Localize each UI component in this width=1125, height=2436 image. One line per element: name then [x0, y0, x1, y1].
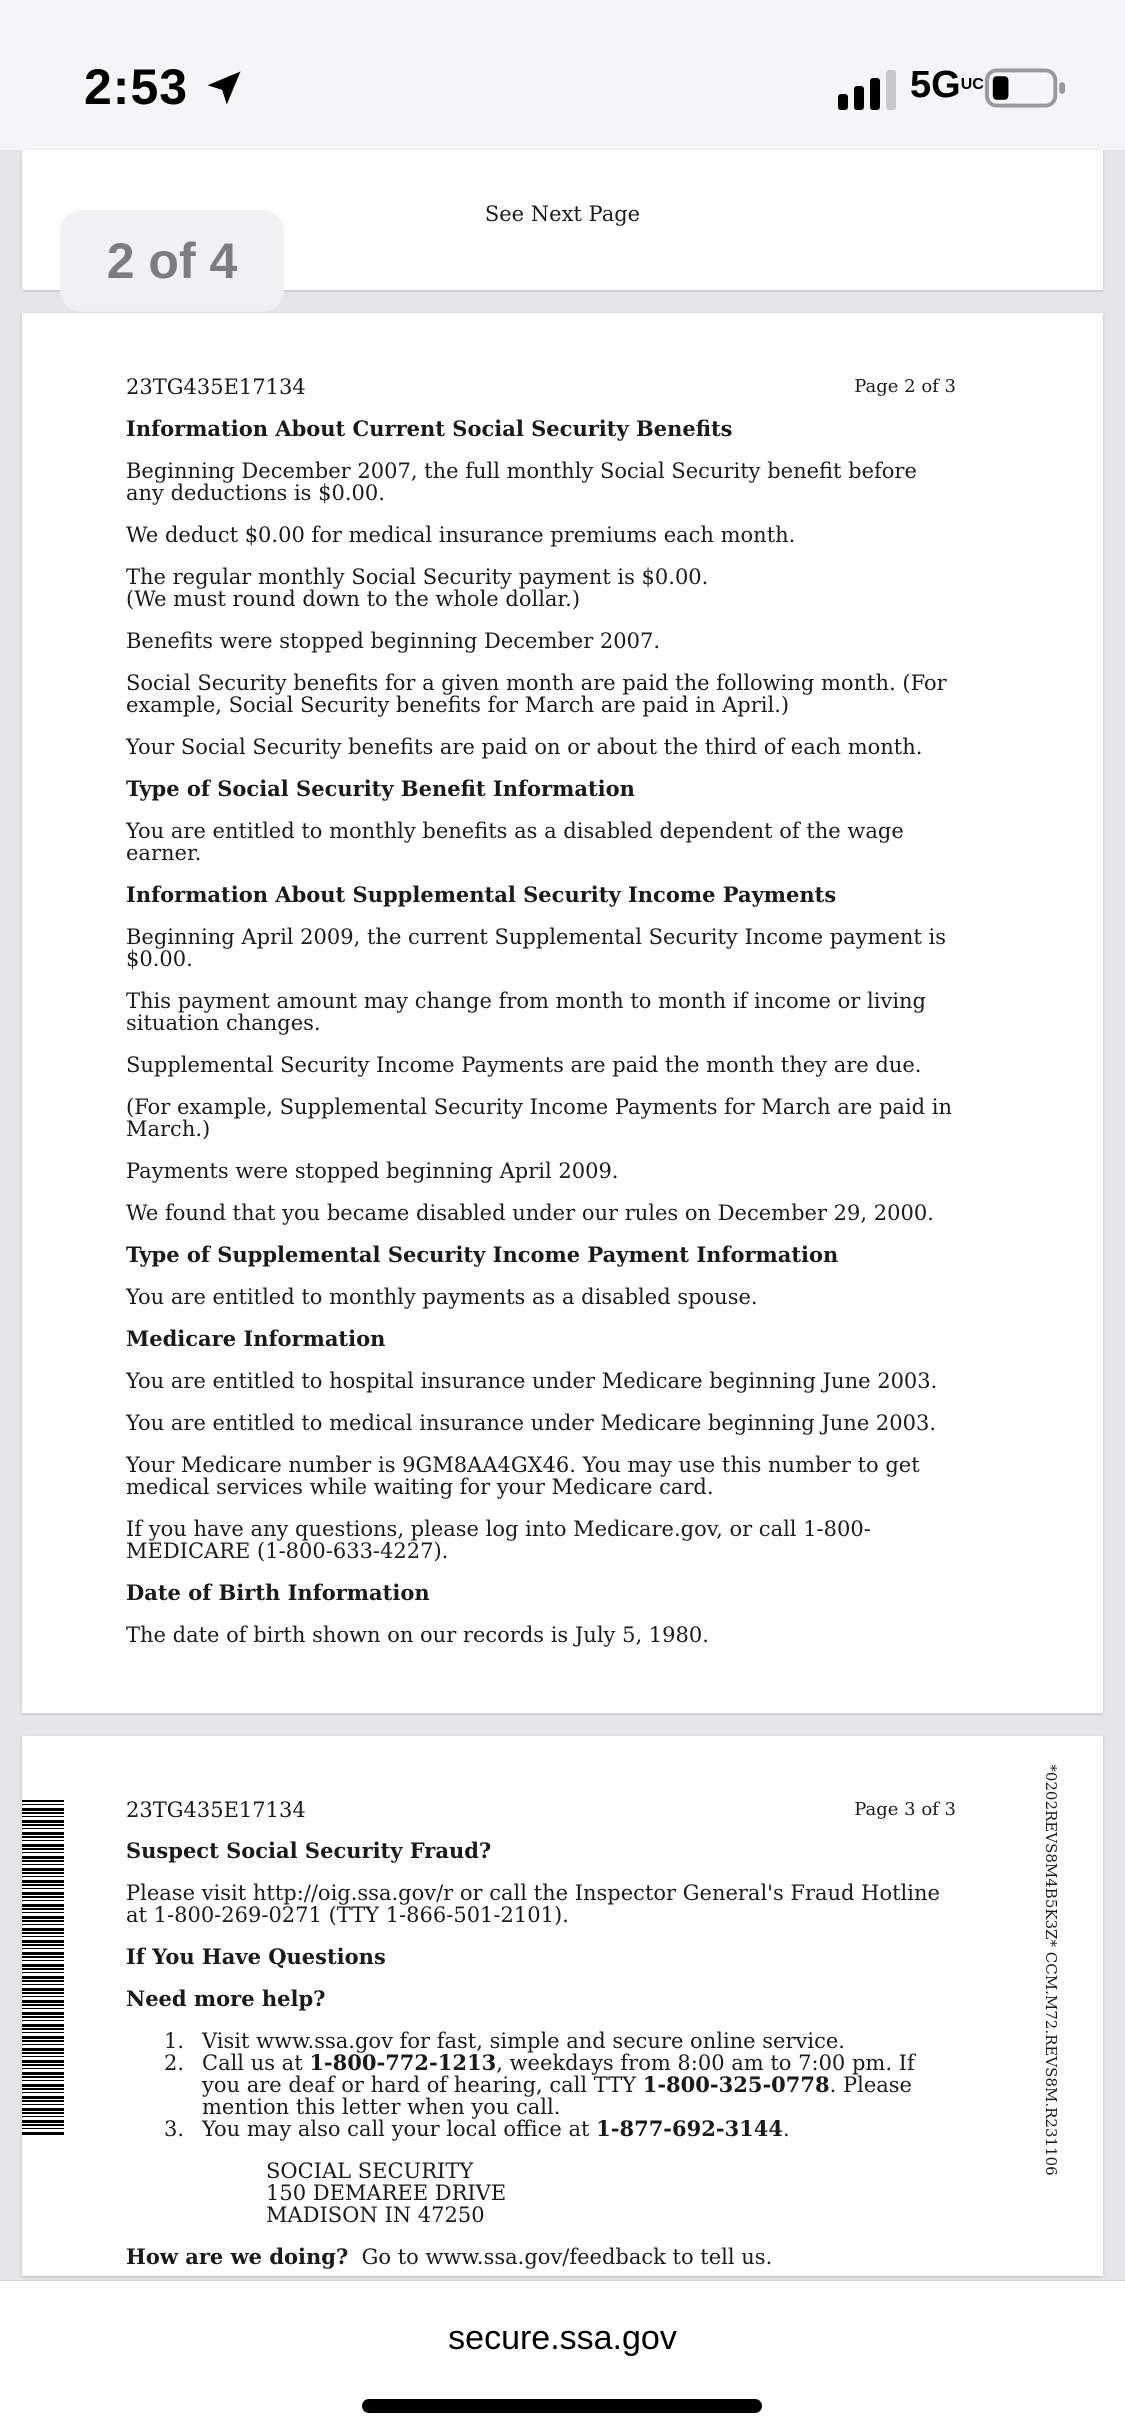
- battery-icon: [985, 68, 1067, 108]
- section-heading: Date of Birth Information: [126, 1580, 430, 1605]
- questions-heading: If You Have Questions: [126, 1944, 386, 1969]
- local-office-number: 1-877-692-3144: [596, 2116, 784, 2141]
- help-heading: Need more help?: [126, 1986, 326, 2011]
- page-3-content: [126, 1799, 956, 2268]
- section-paragraph: You are entitled to medical insurance under Medicare beginning June 2003.: [126, 1411, 937, 1435]
- section-paragraph: Payments were stopped beginning April 2009.: [126, 1159, 619, 1183]
- url-display[interactable]: secure.ssa.gov: [448, 2319, 677, 2357]
- help-list: [126, 2030, 956, 2140]
- section-paragraph: Your Social Security benefits are paid on or about the third of each month.: [126, 735, 923, 759]
- browser-bottom-bar: [0, 2280, 1125, 2436]
- page-number: Page 2 of 3: [854, 376, 956, 397]
- vertical-form-code: *0202REVS8M4B5K3Z* CCM.M72.REVS8M.R231106: [1042, 1764, 1060, 2176]
- status-bar: [0, 0, 1125, 150]
- list-item: 1. Visit www.ssa.gov for fast, simple and secure online service.: [164, 2029, 845, 2053]
- list-item: 3. You may also call your local office at 1-877-692-3144.: [164, 2116, 790, 2141]
- section-heading: Type of Social Security Benefit Information: [126, 776, 635, 801]
- barcode-image: [22, 1800, 64, 2136]
- office-address: SOCIAL SECURITY 150 DEMAREE DRIVE MADISON IN 47250: [266, 2159, 507, 2227]
- page-indicator: 2 of 4: [60, 210, 284, 312]
- section-paragraph: Supplemental Security Income Payments are paid the month they are due.: [126, 1053, 922, 1077]
- section-paragraph: If you have any questions, please log into Medicare.gov, or call 1-800-MEDICARE (1-800-633-4227).: [126, 1517, 871, 1563]
- section-heading: Information About Supplemental Security Income Payments: [126, 882, 837, 907]
- page-header: [126, 1799, 956, 1821]
- page-number: Page 3 of 3: [854, 1799, 956, 1820]
- network-type: 5GUC: [910, 64, 984, 106]
- section-paragraph: Your Medicare number is 9GM8AA4GX46. You may use this number to get medical services while waiting for your Medicare card.: [126, 1453, 920, 1499]
- home-indicator[interactable]: [362, 2399, 762, 2413]
- section-paragraph: Benefits were stopped beginning December 2007.: [126, 629, 661, 653]
- cellular-signal-icon: [838, 70, 898, 110]
- section-paragraph: This payment amount may change from month to month if income or living situation changes.: [126, 989, 926, 1035]
- document-id: 23TG435E17134: [126, 1798, 306, 1822]
- phone-number: 1-800-772-1213: [309, 2050, 497, 2075]
- section-paragraph: Beginning April 2009, the current Supplemental Security Income payment is $0.00.: [126, 925, 947, 971]
- section-paragraph: Social Security benefits for a given month are paid the following month. (For example, Social Security benefits for March are paid in April.): [126, 671, 947, 717]
- list-item: 2. Call us at 1-800-772-1213, weekdays from 8:00 am to 7:00 pm. If you are deaf or hard of hearing, call TTY 1-800-325-0778. Please mention this letter when you call.: [164, 2050, 915, 2119]
- section-paragraph: The date of birth shown on our records is July 5, 1980.: [126, 1623, 709, 1647]
- section-heading: Information About Current Social Security Benefits: [126, 416, 733, 441]
- fraud-heading: Suspect Social Security Fraud?: [126, 1838, 492, 1863]
- feedback-line: How are we doing? Go to www.ssa.gov/feedback to tell us.: [126, 2244, 773, 2269]
- section-paragraph: We found that you became disabled under our rules on December 29, 2000.: [126, 1201, 934, 1225]
- network-sub: UC: [960, 76, 984, 93]
- section-paragraph: You are entitled to monthly payments as a disabled spouse.: [126, 1285, 758, 1309]
- section-paragraph: Beginning December 2007, the full monthly Social Security benefit before any deductions is $0.00.: [126, 459, 917, 505]
- section-paragraph: You are entitled to hospital insurance under Medicare beginning June 2003.: [126, 1369, 938, 1393]
- status-time: 2:53: [84, 59, 189, 115]
- tty-number: 1-800-325-0778: [642, 2072, 830, 2097]
- fraud-text: Please visit http://oig.ssa.gov/r or call the Inspector General's Fraud Hotline at 1-800-269-0271 (TTY 1-866-501-2101).: [126, 1881, 940, 1927]
- section-heading: Type of Supplemental Security Income Payment Information: [126, 1242, 839, 1267]
- document-id: 23TG435E17134: [126, 375, 306, 399]
- section-heading: Medicare Information: [126, 1326, 386, 1351]
- section-paragraph: (For example, Supplemental Security Income Payments for March are paid in March.): [126, 1095, 953, 1141]
- location-arrow-icon: [202, 66, 246, 110]
- section-paragraph: You are entitled to monthly benefits as a disabled dependent of the wage earner.: [126, 819, 904, 865]
- section-paragraph: We deduct $0.00 for medical insurance premiums each month.: [126, 523, 796, 547]
- see-next-page-text: See Next Page: [484, 202, 641, 226]
- page-header: [126, 376, 956, 398]
- page-2-content: [126, 376, 956, 1646]
- section-paragraph: The regular monthly Social Security payment is $0.00. (We must round down to the whole dollar.): [126, 565, 709, 611]
